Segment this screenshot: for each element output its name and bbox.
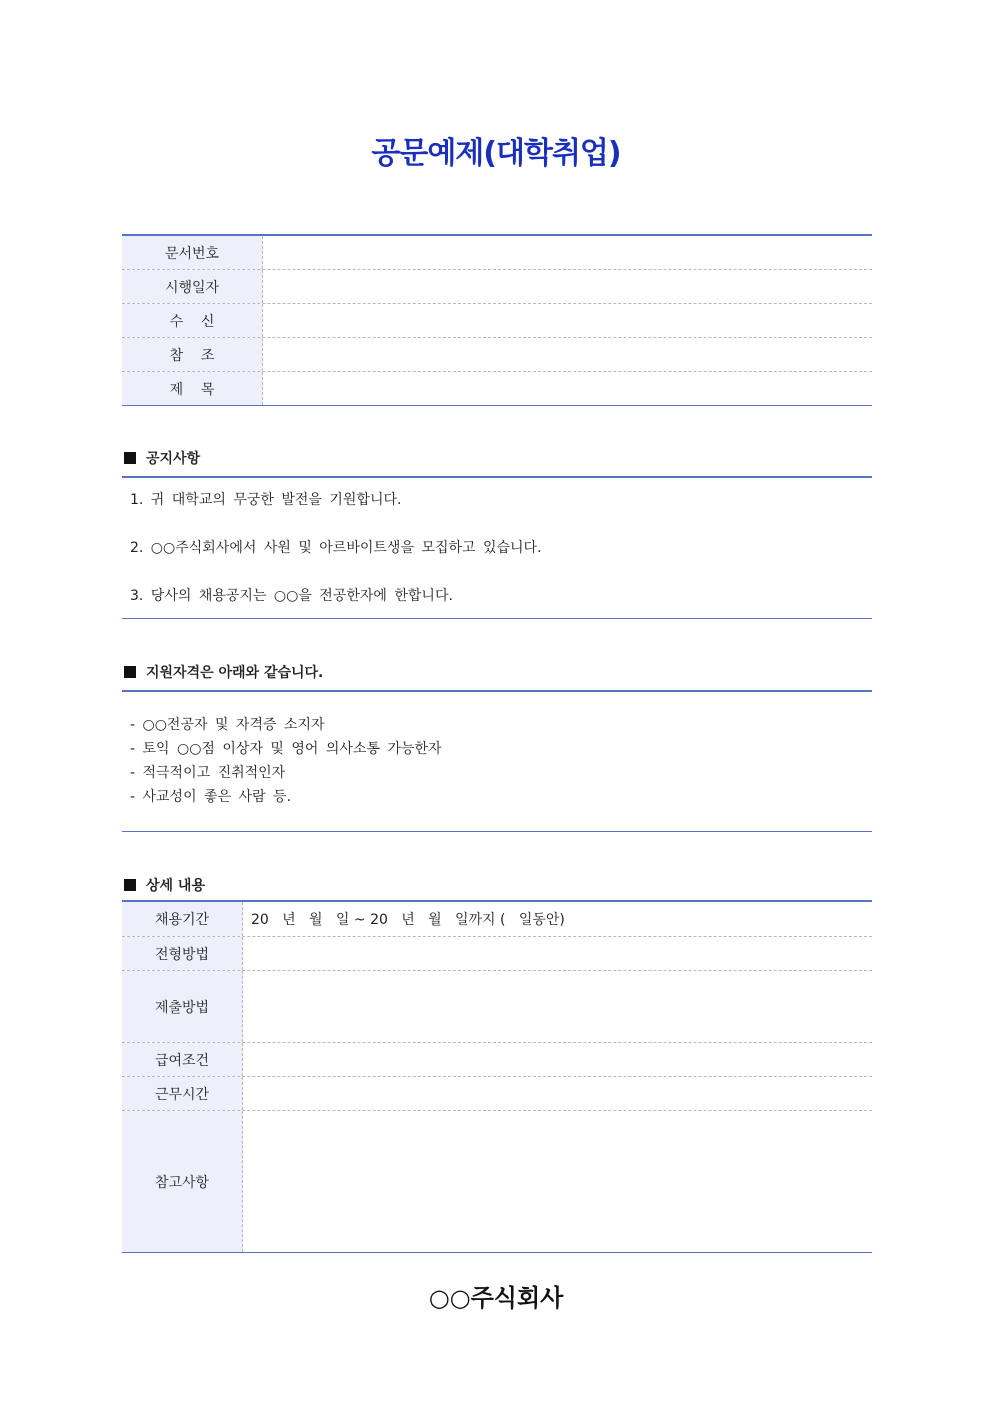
- selection-method-value: [243, 937, 872, 970]
- document-info-table: [122, 234, 872, 406]
- recipient-value: [263, 304, 872, 337]
- table-row: [122, 971, 872, 1043]
- list-item: - 사교성이 좋은 사람 등.: [130, 789, 292, 805]
- issue-date-value: [263, 270, 872, 303]
- table-row: [122, 1111, 872, 1252]
- details-heading-text: 상세 내용: [146, 878, 205, 894]
- recipient-label: 수 신: [122, 304, 263, 337]
- square-bullet-icon: [124, 452, 136, 464]
- submission-method-value: [243, 971, 872, 1042]
- details-heading: [122, 875, 872, 895]
- subject-label: 제 목: [122, 372, 263, 405]
- table-row: [122, 304, 872, 338]
- list-item: - 토익 ○○점 이상자 및 영어 의사소통 가능한자: [130, 741, 442, 757]
- list-item: 3. 당사의 채용공지는 ○○을 전공한자에 한합니다.: [130, 588, 453, 604]
- table-row: [122, 338, 872, 372]
- list-item: 1. 귀 대학교의 무궁한 발전을 기원합니다.: [130, 492, 402, 508]
- doc-number-value: [263, 236, 872, 269]
- company-name: ○○주식회사: [428, 1284, 564, 1312]
- list-item: 2. ○○주식회사에서 사원 및 아르바이트생을 모집하고 있습니다.: [130, 540, 542, 556]
- table-row: [122, 1043, 872, 1077]
- table-row: [122, 1077, 872, 1111]
- qualifications-heading-text: 지원자격은 아래와 같습니다.: [146, 665, 324, 681]
- reference-label: 참 조: [122, 338, 263, 371]
- table-row: [122, 372, 872, 405]
- table-row: [122, 236, 872, 270]
- doc-number-label: 문서번호: [122, 236, 263, 269]
- issue-date-label: 시행일자: [122, 270, 263, 303]
- square-bullet-icon: [124, 666, 136, 678]
- table-row: [122, 902, 872, 937]
- details-table: [122, 900, 872, 1253]
- reference-value: [263, 338, 872, 371]
- remarks-value: [243, 1111, 872, 1252]
- notice-heading-text: 공지사항: [146, 451, 201, 467]
- table-row: [122, 270, 872, 304]
- working-hours-value: [243, 1077, 872, 1110]
- remarks-label: 참고사항: [122, 1111, 243, 1252]
- recruit-period-value: 20 년 월 일 ~ 20 년 월 일까지 ( 일동안): [251, 912, 565, 928]
- salary-label: 급여조건: [122, 1043, 243, 1076]
- page-title: 공문예제(대학취업): [371, 136, 621, 171]
- recruit-period-label: 채용기간: [122, 902, 243, 936]
- table-row: [122, 937, 872, 971]
- submission-method-label: 제출방법: [122, 971, 243, 1042]
- subject-value: [263, 372, 872, 405]
- square-bullet-icon: [124, 879, 136, 891]
- working-hours-label: 근무시간: [122, 1077, 243, 1110]
- list-item: - 적극적이고 진취적인자: [130, 765, 286, 781]
- salary-value: [243, 1043, 872, 1076]
- qualifications-list: [122, 688, 872, 832]
- list-item: - ○○전공자 및 자격증 소지자: [130, 717, 325, 733]
- selection-method-label: 전형방법: [122, 937, 243, 970]
- notice-list: [122, 474, 872, 619]
